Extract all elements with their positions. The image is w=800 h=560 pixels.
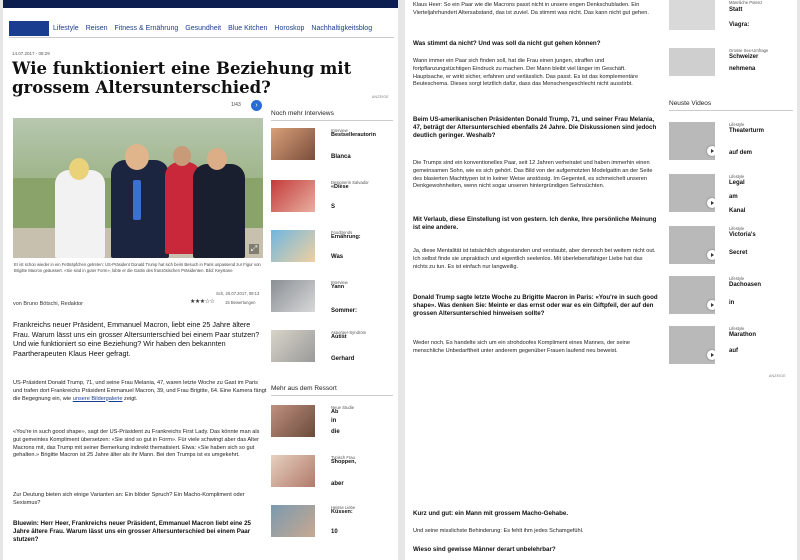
nav-item-horoskop[interactable]: Horoskop	[274, 24, 305, 32]
thumbnail	[271, 128, 315, 160]
sidebar-item-potenz[interactable]: Männliche Potenz Statt Viagra:	[669, 0, 795, 50]
play-icon[interactable]	[707, 350, 715, 360]
rating-stars[interactable]: ★★★☆☆	[190, 299, 215, 305]
figure-white	[55, 170, 105, 258]
article-lead: Frankreichs neuer Präsident, Emmanuel Macron, liebt eine 25 Jahre ältere Frau. Warum lässt uns ein grosser Altersunterschied bei einem Paar stutzen? Und wie funktioniert so eine Beziehung? Wir haben den bekannten Paartherapeuten Klaus Heer gefragt.	[13, 320, 260, 358]
play-icon[interactable]	[707, 146, 715, 156]
video-item-4[interactable]: Lifestyle Dachoasen in	[669, 276, 795, 326]
interview-question-6: Kurz und gut: ein Mann mit grossem Macho-Gehabe.	[413, 510, 569, 517]
author-line: von Bruno Bötschi, Redaktor	[13, 301, 84, 307]
gallery-link[interactable]: unsere Bildergalerie	[72, 395, 123, 402]
gallery-counter: 1/43	[231, 102, 241, 108]
play-icon[interactable]	[707, 300, 715, 310]
sidebar-item-interview-1[interactable]: Interview Bestsellerautorin Blanca	[271, 128, 396, 168]
video-thumbnail	[669, 226, 715, 264]
nav-item-lifestyle[interactable]: Lifestyle	[53, 24, 79, 32]
nav-item-nachhaltigkeitsblog[interactable]: Nachhaltigkeitsblog	[311, 24, 373, 32]
thumbnail	[271, 280, 315, 312]
answer-paragraph-3: Die Trumps sind ein konventionelles Paar, seit 12 Jahren verheiratet und haben immerhin einen gemeinsamen Sohn, wie es sich gehört. Das Bild von der aufgemotzten Modelgattin an der Seite des blasierten Machttypen ist in keiner Weise anstössig. Im Gegenteil, es schmeichelt unseren Denkgewohnheiten, wenn nicht sogar unseren hintergründigen Sehnsüchten.	[413, 160, 653, 190]
video-item-5[interactable]: Lifestyle Marathon auf	[669, 326, 795, 376]
gallery-image[interactable]	[13, 118, 263, 258]
sidebar-item-ressort-1[interactable]: Neue Studie Ab in die	[271, 405, 396, 445]
expand-icon[interactable]: ⤢	[250, 244, 258, 253]
nav-item-fitness[interactable]: Fitness & Ernährung	[114, 24, 179, 32]
sidebar-item-interview-4[interactable]: Interview Yann Sommer:	[271, 280, 396, 320]
video-thumbnail	[669, 326, 715, 364]
interview-question-2: Was stimmt da nicht? Und was soll da nicht gut gehen können?	[413, 40, 601, 47]
thumbnail	[271, 330, 315, 362]
article-paragraph-1: US-Präsident Donald Trump, 71, und seine Frau Melania, 47, waren letzte Woche zu Gast im Paris und trafen dort Frankreichs Präsident Emmanuel Macron, 39, und Frau Brigitte, 64. Eine Kamera fängt die Begegnung ein, wie unsere Bildergalerie zeigt.	[13, 380, 267, 402]
sidebar-item-umfrage[interactable]: Grosse Sex-Umfrage Schweizer nehmena	[669, 48, 795, 98]
thumbnail	[271, 180, 315, 212]
answer-paragraph-4: Ja, diese Mentalität ist tatsächlich abgestanden und verstaubt, aber dennoch bei weitem nicht out. Ich selbst finde sie unpraktisch und eigentlich seelenlos. Mit überlebensfähiger Liebe hat das nichts zu tun. Es ist einfach nur langweilig.	[413, 248, 656, 270]
sidebar-item-ressort-3[interactable]: Heisse Liebe Küssen: 10	[271, 505, 396, 545]
answer-paragraph-5: Weder noch. Es handelte sich um ein strohdoofes Kompliment eines Mannes, der seine menschliche Unbedarftheit unter anderem gegenüber Frauen laufend neu beweist.	[413, 340, 630, 354]
ad-label: ANZEIGE	[769, 374, 786, 378]
figure-dark-suit-2	[193, 164, 245, 258]
thumbnail	[271, 455, 315, 487]
gallery-next-button[interactable]: ›	[251, 100, 262, 111]
article-timestamp: Sch, 20.07.2017, 09:13	[216, 291, 260, 296]
sidebar-heading-interviews: Noch mehr Interviews	[271, 110, 334, 117]
ad-label: ANZEIGE	[372, 95, 389, 99]
site-logo[interactable]	[9, 21, 49, 36]
thumbnail	[669, 48, 715, 76]
play-icon[interactable]	[707, 250, 715, 260]
interview-question-4: Mit Verlaub, diese Einstellung ist von gestern. Ich denke, Ihre persönliche Meinung ist eine andere.	[413, 216, 657, 232]
interview-question-1: Bluewin: Herr Heer, Frankreichs neuer Präsident, Emmanuel Macron liebt eine 25 Jahre ältere Frau. Warum lässt uns ein grosser Altersunterschied bei einem Paar stutzen?	[13, 520, 251, 544]
play-icon[interactable]	[707, 198, 715, 208]
answer-paragraph-2: Wann immer ein Paar sich finden soll, hat die Frau einen jungen, straffen und fortpflanzungstüchtigen Eindruck zu machen. Der Mann bleibt viel länger im Geschäft. Hauptsache, er wirkt sicher, erfahren und verlässlich. Das passt. Es ist das komplementäre Beuteschema. Dieses sorgt letztlich dafür, dass das Menschengeschlecht nicht ausstirbt.	[413, 58, 639, 88]
left-page	[3, 0, 398, 560]
sidebar-item-ressort-2[interactable]: Typisch Frau Shoppen, aber	[271, 455, 396, 495]
video-item-3[interactable]: Lifestyle Victoria's Secret	[669, 226, 795, 276]
thumbnail	[669, 0, 715, 30]
right-page	[405, 0, 797, 560]
video-thumbnail	[669, 174, 715, 212]
page-title: Wie funktioniert eine Beziehung mit grossem Altersunterschied?	[12, 59, 352, 97]
ratings-count: 15 Bewertungen	[225, 300, 256, 305]
nav-divider	[9, 37, 394, 38]
article-paragraph-2: «You're in such good shape», sagt der US-Präsident zu Frankreichs First Lady. Das könnte man als gut gemeintes Kompliment übersetzen: «Sie sind so gut in Form». Für viele schwingt aber das Alter Macrons mit, das Trump mit seiner Bemerkung indirekt thematisiert. Etwa: «Sie haben sich so gut gehalten.» Brigitte Macron ist 25 Jahre älter als ihr Mann. Bei den Trumps ist es umgekehrt.	[13, 429, 260, 459]
answer-paragraph-1: Klaus Heer: So ein Paar wie die Macrons passt nicht in unsere engen Denkschubladen. Ein Vierteljahrhundert Altersabstand, das ist zuviel. Da stimmt was nicht. Das kann nicht gut gehen.	[413, 2, 649, 16]
nav-item-gesundheit[interactable]: Gesundheit	[185, 24, 222, 32]
interview-question-7: Wieso sind gewisse Männer derart unbelehrbar?	[413, 546, 556, 553]
interview-question-3: Beim US-amerikanischen Präsidenten Donald Trump, 71, und seiner Frau Melania, 47, beträgt der Altersunterschied ebenfalls 24 Jahre. Die Diskussionen sind jedoch deutlich geringer. Weshalb?	[413, 116, 657, 140]
nav-item-blue-kitchen[interactable]: Blue Kitchen	[228, 24, 268, 32]
thumbnail	[271, 405, 315, 437]
video-thumbnail	[669, 276, 715, 314]
sidebar-heading-ressort: Mehr aus dem Ressort	[271, 385, 337, 392]
sidebar-item-interview-2[interactable]: Designerin Salvador «Diese S	[271, 180, 396, 220]
main-nav	[9, 20, 394, 36]
sidebar-item-interview-3[interactable]: Foodtrends Ernährung: Was	[271, 230, 396, 270]
thumbnail	[271, 230, 315, 262]
sidebar-item-interview-5[interactable]: Asperger-Syndrom Autist Gerhard	[271, 330, 396, 370]
video-thumbnail	[669, 122, 715, 160]
top-bar	[3, 0, 398, 8]
thumbnail	[271, 505, 315, 537]
image-caption: Er ist schon wieder in ein Fettnäpfchen getreten: US-Präsident Donald Trump hat sich beim Besuch in Paris unpassend zur Figur von Brigitte Macron geäussert. «Sie sind in guter Form», lobte er die Gattin des französischen Präsidenten. Bild: Keystone	[14, 262, 261, 273]
video-item-1[interactable]: Lifestyle Theaterturm auf dem	[669, 122, 795, 172]
video-item-2[interactable]: Lifestyle Legal am Kanal	[669, 174, 795, 224]
article-date: 14.07.2017 - 08:29	[12, 51, 50, 56]
article-paragraph-3: Zur Deutung bieten sich einige Varianten an: Ein blöder Spruch? Ein Macho-Kompliment oder Sexismus?	[13, 492, 245, 506]
interview-question-5: Donald Trump sagte letzte Woche zu Brigitte Macron in Paris: «You're in such good shape». Was denken Sie: Meinte er das ernst oder war es ein Giftpfeil, der auf den grossen Altersunterschied hinweisen sollte?	[413, 294, 658, 318]
sidebar-heading-videos: Neuste Videos	[669, 100, 712, 107]
nav-item-reisen[interactable]: Reisen	[85, 24, 108, 32]
answer-paragraph-6: Und seine misslichste Behinderung: Es fehlt ihm jedes Schamgefühl.	[413, 528, 584, 534]
